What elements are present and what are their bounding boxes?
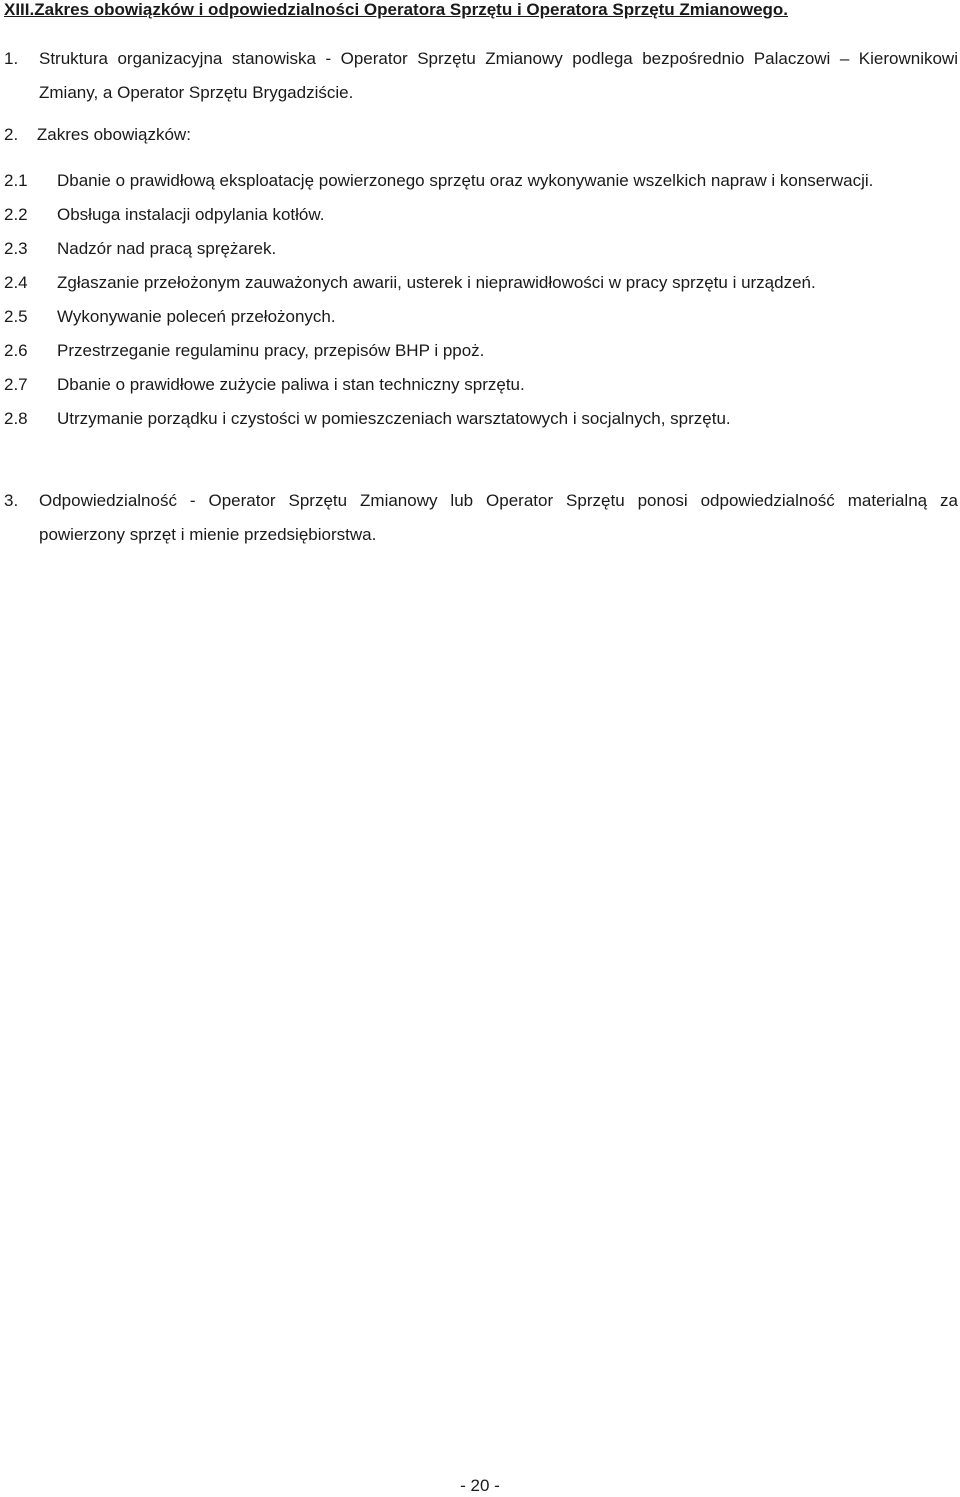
- section-heading: XIII.Zakres obowiązków i odpowiedzialności Operatora Sprzętu i Operatora Sprzętu Zmianowego.: [4, 0, 789, 19]
- subitem-2-2: [4, 198, 958, 232]
- subitem-2-3: [4, 232, 958, 266]
- subitem-2-5: [4, 300, 958, 334]
- subitem-2-8-number: 2.8: [4, 409, 28, 428]
- list-item-2-number: 2.: [4, 125, 19, 144]
- subitem-2-7-number: 2.7: [4, 375, 28, 394]
- subitem-2-4: [4, 266, 958, 300]
- subitem-2-8: [4, 402, 958, 436]
- subitem-2-4-text: Zgłaszanie przełożonym zauważonych awarii, usterek i nieprawidłowości w pracy sprzętu i urządzeń.: [57, 273, 816, 292]
- list-item-1-text: Struktura organizacyjna stanowiska - Operator Sprzętu Zmianowy podlega bezpośrednio Palaczowi – Kierownikowi Zmiany, a Operator Sprzętu Brygadziście.: [39, 49, 958, 102]
- subitem-2-6-number: 2.6: [4, 341, 28, 360]
- list-item-2: [4, 121, 191, 149]
- subitem-2-1-number: 2.1: [4, 171, 28, 190]
- subitem-2-5-text: Wykonywanie poleceń przełożonych.: [57, 307, 336, 326]
- list-item-1-number: 1.: [4, 49, 19, 68]
- duties-sublist: [4, 164, 958, 436]
- list-item-3-number: 3.: [4, 491, 19, 510]
- subitem-2-5-number: 2.5: [4, 307, 28, 326]
- list-item-1: [4, 42, 958, 110]
- subitem-2-6-text: Przestrzeganie regulaminu pracy, przepisów BHP i ppoż.: [57, 341, 485, 360]
- list-item-3: [4, 484, 958, 552]
- list-item-3-text: Odpowiedzialność - Operator Sprzętu Zmianowy lub Operator Sprzętu ponosi odpowiedzialność materialną za powierzony sprzęt i mienie przedsiębiorstwa.: [39, 491, 958, 544]
- subitem-2-1: [4, 164, 958, 198]
- subitem-2-4-number: 2.4: [4, 273, 28, 292]
- subitem-2-7: [4, 368, 958, 402]
- page-number: - 20 -: [460, 1476, 500, 1495]
- subitem-2-2-text: Obsługa instalacji odpylania kotłów.: [57, 205, 325, 224]
- subitem-2-2-number: 2.2: [4, 205, 28, 224]
- subitem-2-8-text: Utrzymanie porządku i czystości w pomieszczeniach warsztatowych i socjalnych, sprzętu.: [57, 409, 731, 428]
- subitem-2-3-text: Nadzór nad pracą sprężarek.: [57, 239, 277, 258]
- subitem-2-6: [4, 334, 958, 368]
- subitem-2-1-text: Dbanie o prawidłową eksploatację powierzonego sprzętu oraz wykonywanie wszelkich napraw i konserwacji.: [57, 171, 874, 190]
- list-item-2-text: Zakres obowiązków:: [36, 125, 191, 144]
- subitem-2-7-text: Dbanie o prawidłowe zużycie paliwa i stan techniczny sprzętu.: [57, 375, 525, 394]
- subitem-2-3-number: 2.3: [4, 239, 28, 258]
